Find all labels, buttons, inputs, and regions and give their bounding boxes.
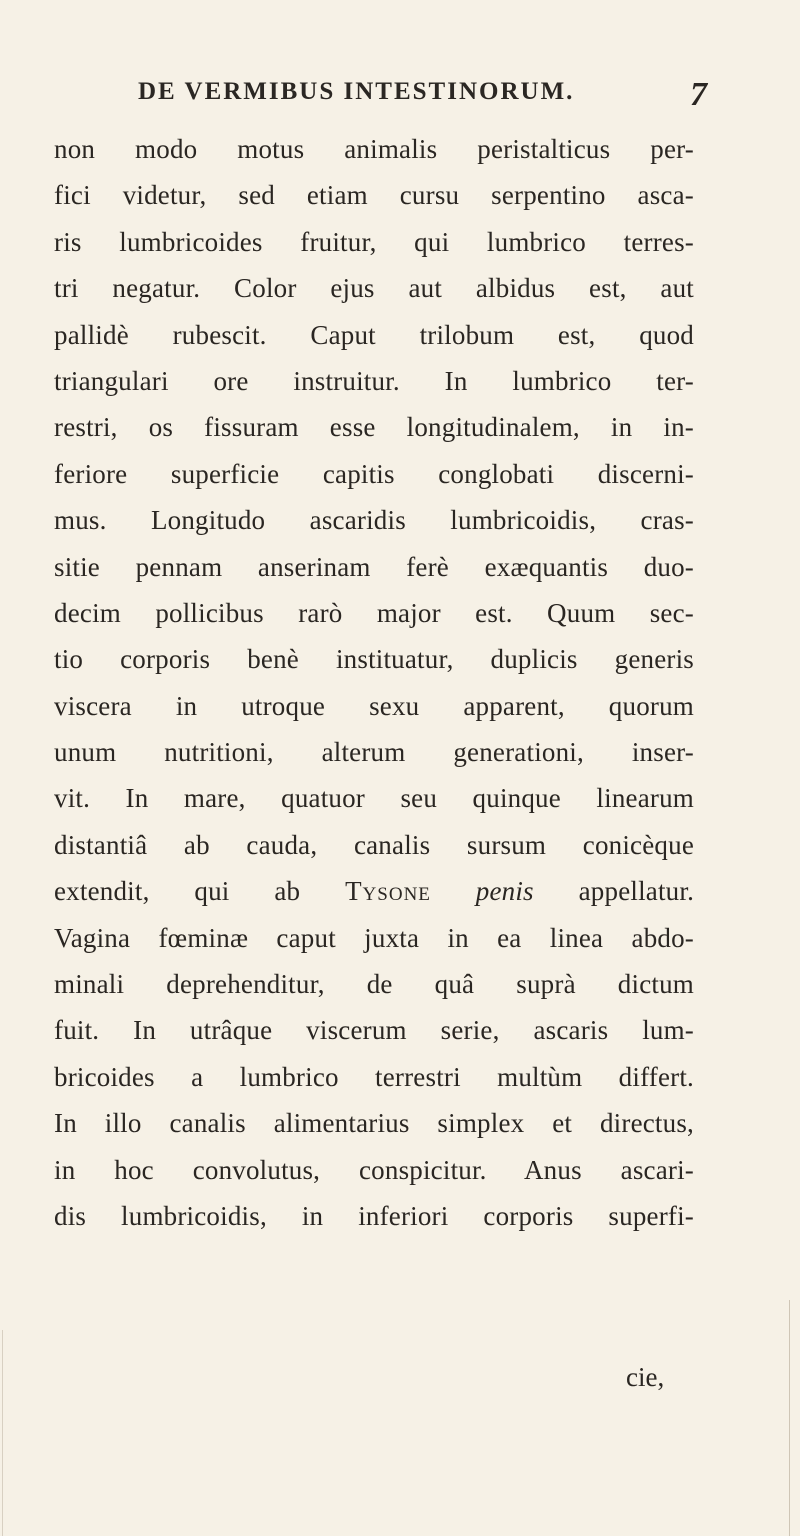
text-line: vit. In mare, quatuor seu quinque linearum bbox=[54, 783, 694, 814]
page-number: 7 bbox=[690, 76, 707, 113]
text-line: mus. Longitudo ascaridis lumbricoidis, cras- bbox=[54, 505, 694, 536]
body-text bbox=[54, 126, 694, 1239]
text-line: non modo motus animalis peristalticus per- bbox=[54, 134, 694, 164]
text-line: ris lumbricoides fruitur, qui lumbrico terres- bbox=[54, 226, 694, 257]
text-line: restri, os fissuram esse longitudinalem, in in- bbox=[54, 412, 694, 443]
text-line: fici videtur, sed etiam cursu serpentino asca- bbox=[54, 180, 694, 211]
catchword: cie, bbox=[626, 1362, 665, 1392]
text-line: feriore superficie capitis conglobati discerni- bbox=[54, 458, 694, 489]
text-line: extendit, qui ab Tysone penis appellatur. bbox=[54, 876, 695, 907]
running-head bbox=[0, 78, 800, 118]
text-line: tio corporis benè instituatur, duplicis generis bbox=[54, 644, 694, 675]
text-line: Vagina fœminæ caput juxta in ea linea abdo- bbox=[54, 922, 694, 953]
text-line: minali deprehenditur, de quâ suprà dictum bbox=[54, 969, 694, 1000]
text-line: triangulari ore instruitur. In lumbrico ter- bbox=[54, 365, 694, 396]
text-line: pallidè rubescit. Caput trilobum est, quod bbox=[54, 319, 694, 350]
page-edge-line bbox=[789, 1300, 790, 1536]
text-line: fuit. In utrâque viscerum serie, ascaris lum- bbox=[54, 1015, 694, 1046]
text-line: bricoides a lumbrico terrestri multùm differt. bbox=[54, 1061, 694, 1092]
text-line: In illo canalis alimentarius simplex et directus, bbox=[54, 1108, 694, 1139]
text-line: decim pollicibus rarò major est. Quum sec- bbox=[54, 597, 694, 628]
text-line: dis lumbricoidis, in inferiori corporis superfi- bbox=[54, 1200, 694, 1231]
author-name: Tysone bbox=[345, 876, 431, 907]
text-line: tri negatur. Color ejus aut albidus est, aut bbox=[54, 273, 694, 304]
text-line: unum nutritioni, alterum generationi, inser- bbox=[54, 737, 694, 768]
text-line: distantiâ ab cauda, canalis sursum conicèque bbox=[54, 829, 694, 860]
gutter-line bbox=[2, 1330, 3, 1536]
italic-term: penis bbox=[475, 876, 534, 907]
text-line: in hoc convolutus, conspicitur. Anus ascari- bbox=[54, 1154, 694, 1185]
text-line: sitie pennam anserinam ferè exæquantis duo- bbox=[54, 551, 694, 582]
text-line: viscera in utroque sexu apparent, quorum bbox=[54, 690, 694, 721]
running-title: DE VERMIBUS INTESTINORUM. bbox=[138, 78, 575, 105]
